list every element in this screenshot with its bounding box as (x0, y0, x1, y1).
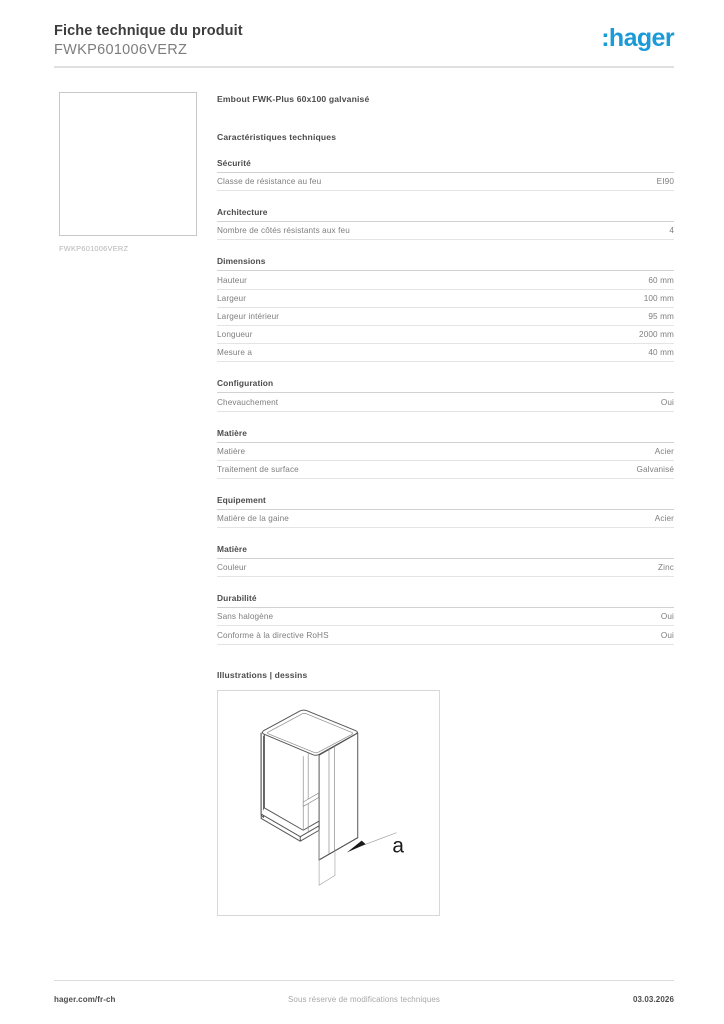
main-content (217, 92, 674, 916)
spec-label: Hauteur (217, 275, 247, 285)
product-image-caption: FWKP601006VERZ (59, 244, 129, 253)
spec-label: Matière de la gaine (217, 514, 289, 524)
spec-group-title: Architecture (217, 207, 674, 222)
spec-label: Largeur intérieur (217, 311, 280, 321)
spec-groups (217, 158, 674, 645)
header-titles (54, 22, 243, 60)
product-name: Embout FWK-Plus 60x100 galvanisé (217, 94, 370, 104)
spec-group-title: Dimensions (217, 256, 674, 271)
spec-value: EI90 (656, 177, 674, 187)
page-header (54, 22, 674, 60)
footer-website[interactable]: hager.com/fr-ch (54, 995, 116, 1004)
spec-value: Oui (660, 397, 674, 407)
spec-group (217, 544, 674, 577)
technical-drawing-svg (218, 691, 439, 915)
spec-value: 4 (669, 226, 674, 236)
spec-label: Nombre de côtés résistants aux feu (217, 226, 350, 236)
footer-date: 03.03.2026 (632, 995, 674, 1004)
spec-row (217, 461, 674, 479)
hager-logo: :hager (601, 24, 674, 52)
footer-divider (54, 980, 674, 981)
spec-group-title: Equipement (217, 495, 674, 510)
header-divider (54, 66, 674, 68)
spec-label: Conforme à la directive RoHS (217, 630, 329, 640)
spec-group (217, 428, 674, 479)
specs-heading: Caractéristiques techniques (217, 132, 337, 142)
dimension-label-a: a (392, 834, 404, 858)
technical-drawing-frame (217, 690, 440, 916)
spec-label: Largeur (217, 293, 247, 303)
spec-group (217, 495, 674, 528)
spec-value: Zinc (658, 563, 674, 573)
spec-group-title: Matière (217, 544, 674, 559)
spec-row (217, 222, 674, 240)
spec-row (217, 173, 674, 191)
spec-row (217, 271, 674, 289)
product-reference: FWKP601006VERZ (54, 42, 188, 59)
spec-group-title: Sécurité (217, 158, 674, 173)
spec-row (217, 626, 674, 644)
spec-group (217, 207, 674, 240)
spec-row (217, 559, 674, 577)
spec-group (217, 158, 674, 191)
spec-label: Traitement de surface (217, 464, 299, 474)
spec-label: Classe de résistance au feu (217, 177, 322, 187)
spec-value: Oui (660, 630, 674, 640)
spec-row (217, 308, 674, 326)
spec-value: Oui (660, 612, 674, 622)
page-title: Fiche technique du produit (54, 23, 243, 39)
spec-group-title: Configuration (217, 378, 674, 393)
illustrations-heading: Illustrations | dessins (217, 669, 308, 680)
spec-label: Sans halogène (217, 612, 274, 622)
spec-row (217, 393, 674, 411)
spec-row (217, 326, 674, 344)
footer-disclaimer: Sous réserve de modifications techniques (287, 995, 441, 1004)
spec-row (217, 344, 674, 362)
spec-row (217, 290, 674, 308)
page-footer (54, 995, 674, 1004)
spec-row (217, 608, 674, 626)
spec-label: Chevauchement (217, 397, 279, 407)
spec-group (217, 256, 674, 362)
spec-group (217, 378, 674, 411)
spec-label: Mesure a (217, 348, 253, 358)
spec-label: Longueur (217, 330, 253, 340)
spec-value: 95 mm (648, 311, 674, 321)
illustrations-section (217, 670, 674, 916)
spec-row (217, 443, 674, 461)
product-image (59, 92, 197, 236)
spec-group-title: Matière (217, 428, 674, 443)
spec-value: 40 mm (648, 348, 674, 358)
spec-value: 2000 mm (639, 330, 674, 340)
spec-group-title: Durabilité (217, 593, 674, 608)
spec-label: Couleur (217, 563, 247, 573)
spec-value: Galvanisé (636, 464, 674, 474)
spec-value: 100 mm (643, 293, 674, 303)
spec-value: Acier (654, 514, 674, 524)
spec-value: 60 mm (648, 275, 674, 285)
spec-label: Matière (217, 446, 246, 456)
spec-row (217, 510, 674, 528)
spec-group (217, 593, 674, 644)
spec-value: Acier (654, 446, 674, 456)
